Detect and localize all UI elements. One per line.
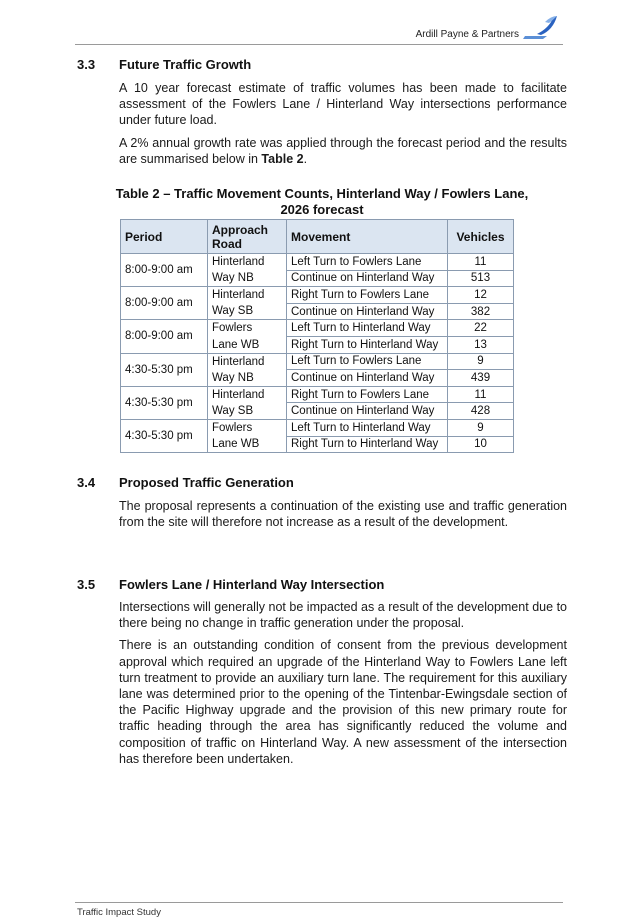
vehicles-cell: 12 [448,287,514,304]
movement-cell: Continue on Hinterland Way [287,403,448,420]
section-number: 3.4 [77,475,96,490]
approach-road-line1: Fowlers [208,320,287,337]
movement-cell: Continue on Hinterland Way [287,303,448,320]
table-caption [77,186,567,218]
movement-cell: Right Turn to Hinterland Way [287,336,448,353]
section-title: Proposed Traffic Generation [119,475,294,490]
vehicles-cell: 428 [448,403,514,420]
header-movement: Movement [287,220,448,254]
table-row [121,287,514,304]
movement-cell: Continue on Hinterland Way [287,370,448,387]
table-header-row [121,220,514,254]
table-row [121,353,514,370]
section-3-5 [77,577,567,767]
period-cell: 8:00-9:00 am [121,254,208,287]
period-cell: 4:30-5:30 pm [121,353,208,386]
movement-cell: Continue on Hinterland Way [287,270,448,287]
approach-road-line2: Lane WB [208,336,287,353]
approach-road-line1: Hinterland [208,254,287,271]
paragraph: A 10 year forecast estimate of traffic volumes has been made to facilitate assessment of the Fowlers Lane / Hinterland Way intersections performance under future load. [119,81,567,128]
section-heading [77,577,567,592]
vehicles-cell: 11 [448,386,514,403]
movement-cell: Left Turn to Hinterland Way [287,320,448,337]
vehicles-cell: 9 [448,353,514,370]
paragraph: There is an outstanding condition of consent from the previous development approval which required an upgrade of the Hinterland Way to Fowlers Lane left turn treatment to provide an auxiliary turn lane. The requirement for this auxiliary lane was determined prior to the opening of the Tintenbar-Ewingsdale section of the Pacific Highway upgrade and the provision of this new primary route for traffic heading through the area has significantly reduced the volume and composition of traffic on Hinterland Way. A new assessment of the intersection has therefore been undertaken. [119,638,567,766]
table-row [121,320,514,337]
approach-road-line2: Way NB [208,370,287,387]
company-logo-icon [523,14,559,40]
section-title: Fowlers Lane / Hinterland Way Intersection [119,577,385,592]
caption-line: 2026 forecast [280,202,364,217]
table-body [121,254,514,453]
period-cell: 4:30-5:30 pm [121,386,208,419]
section-heading [77,57,567,72]
paragraph [119,135,567,167]
paragraph: The proposal represents a continuation of the existing use and traffic generation from the site will therefore not increase as a result of the development. [119,499,567,530]
section-3-4 [77,475,567,530]
section-title: Future Traffic Growth [119,57,252,72]
approach-road-line1: Fowlers [208,419,287,436]
vehicles-cell: 9 [448,419,514,436]
section-3-3 [77,57,567,167]
section-number: 3.3 [77,57,96,72]
movement-cell: Right Turn to Fowlers Lane [287,386,448,403]
approach-road-line2: Way NB [208,270,287,287]
vehicles-cell: 10 [448,436,514,453]
header-rule [75,44,563,45]
paragraph: Intersections will generally not be impacted as a result of the development due to there being no change in traffic generation under the proposal. [119,600,567,631]
movement-cell: Left Turn to Fowlers Lane [287,353,448,370]
page-header [416,14,559,40]
vehicles-cell: 513 [448,270,514,287]
movement-cell: Right Turn to Hinterland Way [287,436,448,453]
table-reference: Table 2 [261,151,304,166]
vehicles-cell: 382 [448,303,514,320]
paragraph-text: . [303,151,308,166]
footer-text: Traffic Impact Study [77,907,161,918]
approach-road-line2: Lane WB [208,436,287,453]
approach-road-line1: Hinterland [208,353,287,370]
table-row [121,386,514,403]
traffic-table [120,219,514,453]
vehicles-cell: 439 [448,370,514,387]
approach-road-line1: Hinterland [208,287,287,304]
header-period: Period [121,220,208,254]
movement-cell: Left Turn to Fowlers Lane [287,254,448,271]
table-row [121,419,514,436]
header-vehicles: Vehicles [448,220,514,254]
movement-cell: Left Turn to Hinterland Way [287,419,448,436]
period-cell: 4:30-5:30 pm [121,419,208,452]
company-name: Ardill Payne & Partners [415,28,519,40]
period-cell: 8:00-9:00 am [121,320,208,353]
section-number: 3.5 [77,577,96,592]
vehicles-cell: 22 [448,320,514,337]
approach-road-line2: Way SB [208,403,287,420]
vehicles-cell: 13 [448,336,514,353]
period-cell: 8:00-9:00 am [121,287,208,320]
section-heading [77,475,567,490]
approach-road-line2: Way SB [208,303,287,320]
paragraph-text: A 2% annual growth rate was applied through the forecast period and the results are summarised below in [119,135,567,166]
footer-rule [75,902,563,903]
header-approach: Approach Road [208,220,287,254]
vehicles-cell: 11 [448,254,514,271]
table-row [121,254,514,271]
caption-line: Table 2 – Traffic Movement Counts, Hinterland Way / Fowlers Lane, [115,186,529,201]
movement-cell: Right Turn to Fowlers Lane [287,287,448,304]
approach-road-line1: Hinterland [208,386,287,403]
